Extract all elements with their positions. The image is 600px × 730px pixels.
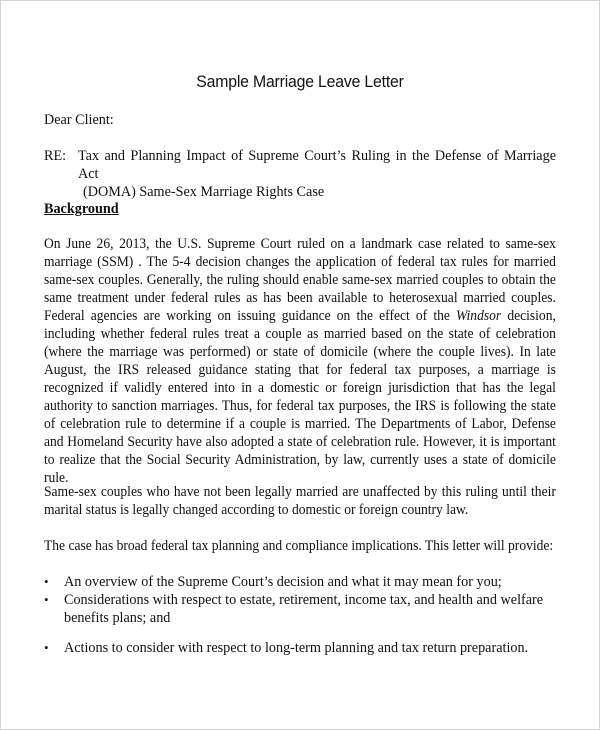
document-title: Sample Marriage Leave Letter [196, 72, 404, 91]
re-subject-line2: (DOMA) Same-Sex Marriage Rights Case [83, 184, 325, 200]
bullet-list [44, 573, 556, 657]
greeting: Dear Client: [44, 112, 114, 128]
bullet-icon: • [44, 592, 49, 607]
bullet-icon: • [44, 640, 49, 655]
list-item-text: An overview of the Supreme Court’s decision and what it may mean for you; [64, 574, 502, 590]
list-item [44, 591, 556, 627]
paragraph-background [44, 235, 556, 487]
re-subject-line1: Tax and Planning Impact of Supreme Court’s Ruling in the Defense of Marriage Act [78, 148, 556, 182]
re-line [44, 147, 556, 201]
paragraph-text-part2: decision, including whether federal rules treat a couple as married based on the state of celebration (where the marriage was performed) or state of domicile (where the couple lives). In late August, the IRS released guidance stating that for federal tax purposes, a marriage is recognized if validly entered into in a domestic or foreign jurisdiction that has the legal authority to sanction marriages. Thus, for federal tax purposes, the IRS is following the state of celebration rule to determine if a couple is married. The Departments of Labor, Defense and Homeland Security have also adopted a state of celebration rule. However, it is important to realize that the Social Security Administration, by law, currently uses a state of domicile rule. [44, 308, 556, 486]
paragraph-letter-provides: The case has broad federal tax planning and compliance implications. This letter will provide: [44, 538, 554, 554]
re-label: RE: [44, 148, 67, 164]
section-heading-background: Background [44, 201, 119, 217]
paragraph-text-part1: On June 26, 2013, the U.S. Supreme Court ruled on a landmark case related to same-sex marriage (SSM) . The 5-4 decision changes the application of federal tax rules for married same-sex couples. Generally, the ruling should enable same-sex married couples to obtain the same treatment under federal rules as has been available to heterosexual married couples. Federal agencies are working on issuing guidance on the effect of the [44, 236, 556, 324]
list-item-text: Actions to consider with respect to long-term planning and tax return preparation. [64, 640, 529, 656]
case-name-italic: Windsor [456, 308, 502, 324]
list-item [44, 639, 556, 657]
re-subject [78, 147, 556, 201]
list-item-text: Considerations with respect to estate, retirement, income tax, and health and welfare benefits plans; and [64, 592, 544, 626]
bullet-icon: • [44, 574, 49, 589]
paragraph-unaffected-couples: Same-sex couples who have not been legally married are unaffected by this ruling until their marital status is legally changed according to domestic or foreign country law. [44, 484, 556, 518]
list-item [44, 573, 556, 591]
